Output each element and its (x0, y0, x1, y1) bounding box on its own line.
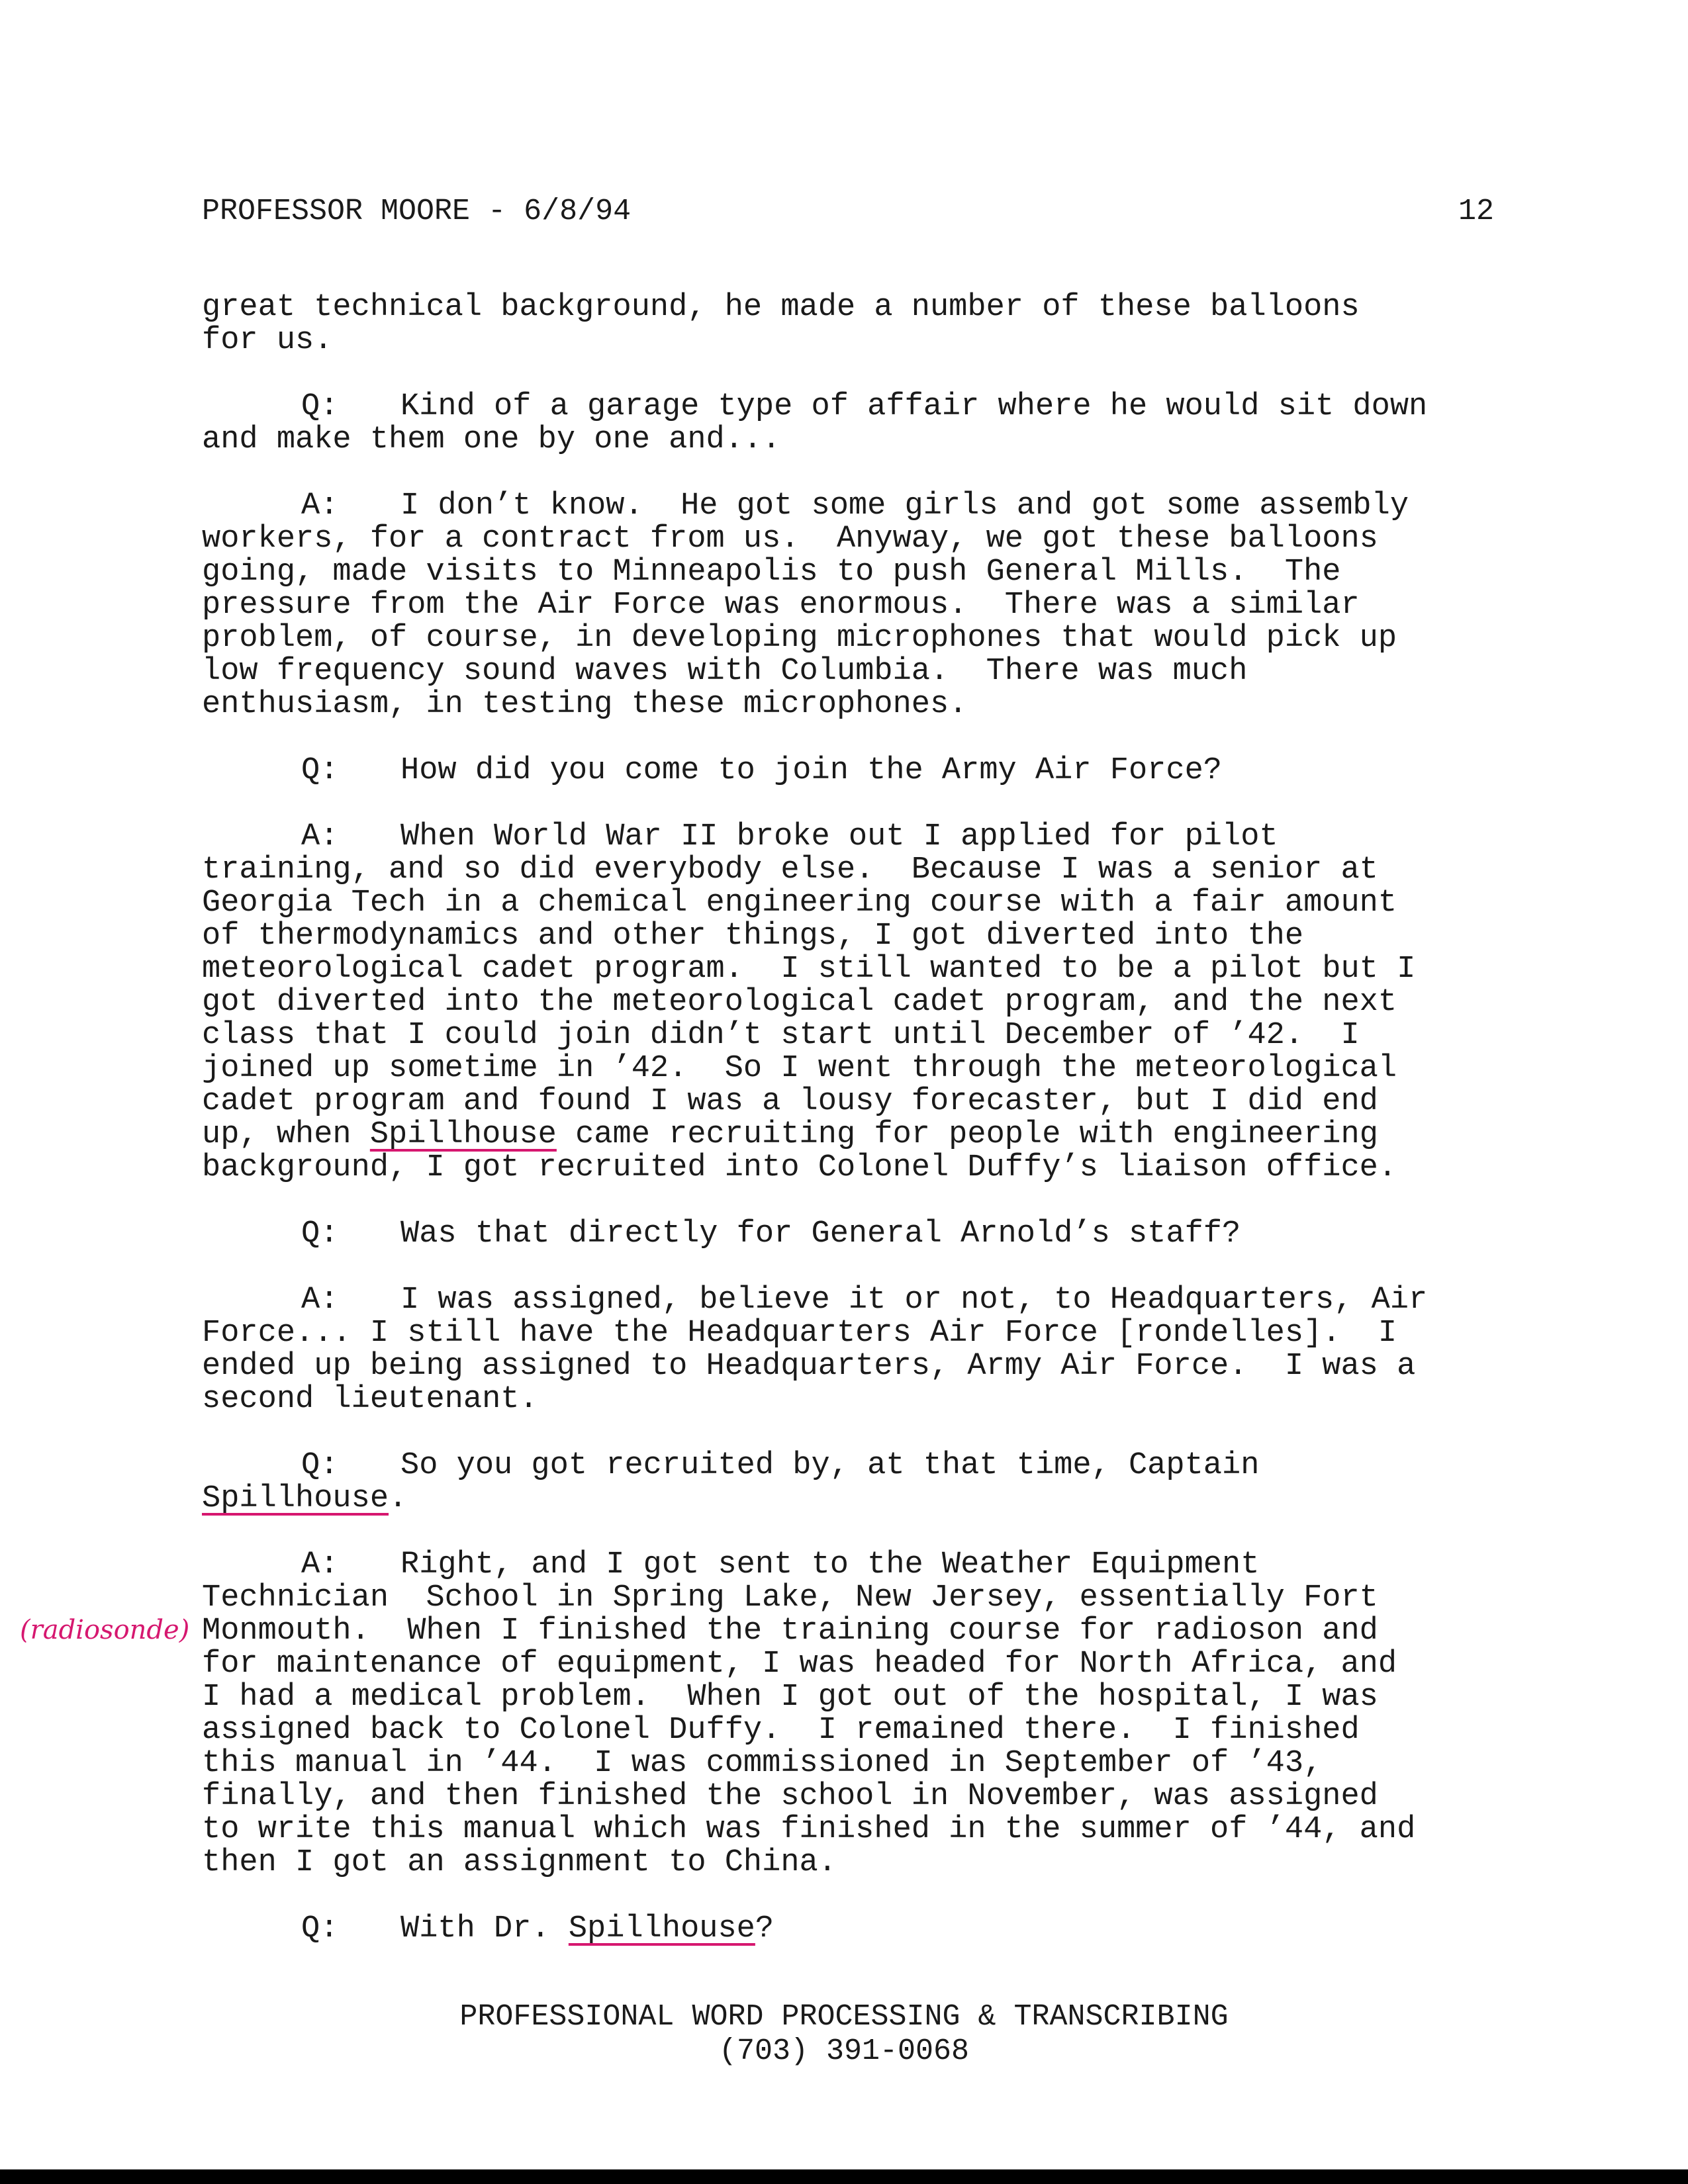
footer-company: PROFESSIONAL WORD PROCESSING & TRANSCRIBING (459, 2000, 1229, 2034)
speaker-label: Q: (301, 753, 339, 788)
text-line: going, made visits to Minneapolis to push General Mills. The (202, 555, 1341, 590)
answer-paragraph (202, 1549, 1499, 1880)
answer-paragraph (202, 821, 1499, 1185)
footer-phone: (703) 391-0068 (718, 2034, 970, 2068)
text-line: ended up being assigned to Headquarters, Army Air Force. I was a (202, 1349, 1416, 1384)
text-line: Georgia Tech in a chemical engineering course with a fair amount (202, 886, 1397, 921)
speaker-label: Q: (301, 1448, 339, 1483)
paragraph (202, 291, 1499, 357)
text-line: Monmouth. When I finished the training course for radioson and (202, 1614, 1378, 1649)
answer-paragraph (202, 1284, 1499, 1416)
text-line: cadet program and found I was a lousy forecaster, but I did end (202, 1084, 1378, 1119)
text-line: to write this manual which was finished in the summer of ’44, and (202, 1812, 1416, 1847)
speaker-label: Q: (301, 389, 339, 424)
question-paragraph: Q: With Dr. Spillhouse? (301, 1911, 774, 1946)
speaker-label: Q: (301, 1911, 339, 1946)
text-line: workers, for a contract from us. Anyway, we got these balloons (202, 522, 1378, 557)
speaker-label: A: (301, 488, 339, 523)
text-line: got diverted into the meteorological cadet program, and the next (202, 985, 1397, 1020)
text-line: When World War II broke out I applied for pilot (400, 819, 1278, 854)
question-paragraph (202, 1449, 1499, 1516)
text-line: then I got an assignment to China. (202, 1845, 837, 1880)
text-line: Spillhouse. (202, 1481, 408, 1516)
text-line: great technical background, he made a number of these balloons (202, 290, 1360, 325)
answer-paragraph (202, 490, 1499, 721)
handwritten-margin-note: (radiosonde) (20, 1615, 190, 1645)
text-line: How did you come to join the Army Air Force? (400, 753, 1223, 788)
text-line: for us. (202, 323, 333, 358)
text-line: finally, and then finished the school in November, was assigned (202, 1779, 1378, 1814)
question-paragraph (202, 1218, 1499, 1251)
speaker-label: A: (301, 1547, 339, 1582)
text-line: and make them one by one and... (202, 422, 781, 457)
question-paragraph (202, 754, 1499, 788)
underlined-name: Spillhouse (568, 1911, 755, 1946)
text-line: I don’t know. He got some girls and got some assembly (400, 488, 1409, 523)
question-paragraph (202, 390, 1499, 457)
scan-edge-bar (0, 2169, 1688, 2184)
text-line: Technician School in Spring Lake, New Jersey, essentially Fort (202, 1580, 1378, 1615)
text-line: Was that directly for General Arnold’s staff? (400, 1216, 1241, 1251)
text-line: second lieutenant. (202, 1382, 538, 1417)
text-line: I had a medical problem. When I got out of the hospital, I was (202, 1680, 1378, 1715)
text-line: low frequency sound waves with Columbia. There was much (202, 654, 1248, 689)
text-line: pressure from the Air Force was enormous. There was a similar (202, 588, 1360, 623)
text-line: Kind of a garage type of affair where he would sit down (400, 389, 1428, 424)
underlined-name: Spillhouse (202, 1481, 389, 1516)
text-line: for maintenance of equipment, I was headed for North Africa, and (202, 1647, 1397, 1682)
text-line: Force... I still have the Headquarters Air Force [rondelles]. I (202, 1316, 1397, 1351)
text-line: joined up sometime in ’42. So I went through the meteorological (202, 1051, 1397, 1086)
text-line: of thermodynamics and other things, I got diverted into the (202, 919, 1304, 954)
text-line: Right, and I got sent to the Weather Equipment (400, 1547, 1260, 1582)
transcript-body (202, 291, 1499, 1946)
text-line: I was assigned, believe it or not, to Headquarters, Air (400, 1283, 1428, 1318)
underlined-name: Spillhouse (369, 1117, 557, 1152)
text-line: assigned back to Colonel Duffy. I remained there. I finished (202, 1713, 1360, 1748)
text-line: meteorological cadet program. I still wanted to be a pilot but I (202, 952, 1416, 987)
text-line: up, when Spillhouse came recruiting for people with engineering (202, 1117, 1378, 1152)
text-line: problem, of course, in developing microphones that would pick up (202, 621, 1397, 656)
page-number: 12 (1458, 195, 1494, 228)
page-footer (0, 2000, 1688, 2069)
text-line: training, and so did everybody else. Because I was a senior at (202, 852, 1378, 887)
speaker-label: Q: (301, 1216, 339, 1251)
speaker-label: A: (301, 1283, 339, 1318)
text-line: this manual in ’44. I was commissioned in September of ’43, (202, 1746, 1323, 1781)
text-line: class that I could join didn’t start until December of ’42. I (202, 1018, 1360, 1053)
page-header (202, 193, 1494, 230)
text-line: So you got recruited by, at that time, Captain (400, 1448, 1260, 1483)
header-title: PROFESSOR MOORE - 6/8/94 (202, 195, 632, 228)
text-line: background, I got recruited into Colonel Duffy’s liaison office. (202, 1150, 1397, 1185)
speaker-label: A: (301, 819, 339, 854)
text-line: enthusiasm, in testing these microphones. (202, 687, 968, 722)
